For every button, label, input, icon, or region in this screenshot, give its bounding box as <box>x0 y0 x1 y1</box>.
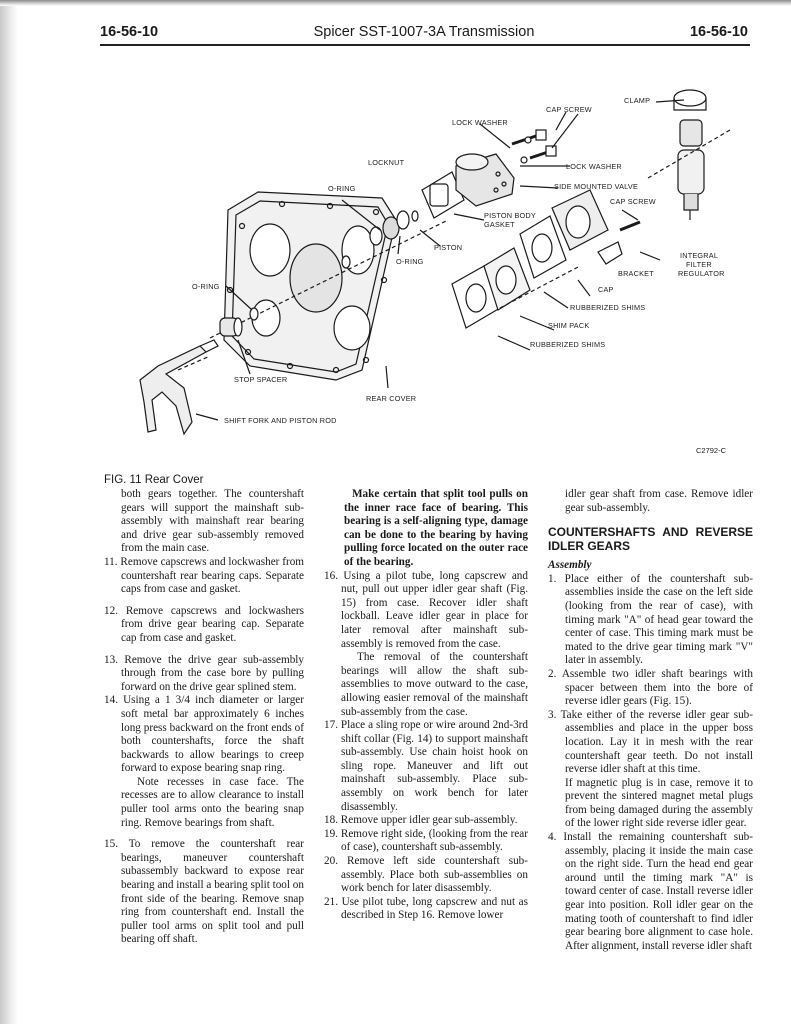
label-o-ring-3: O-RING <box>192 282 220 291</box>
step-16: 16. Using a pilot tube, long capscrew and nut, pull out upper idler gear shaft (Fig. 15) from case. Recover idler shaft lockball. Leave idler gear in place for later removal after mainshaft sub-assembly is removed from the case. <box>324 569 528 650</box>
assembly-step-1: 1. Place either of the countershaft sub-assemblies inside the case on the left side (looking from the rear of case), with timing mark "A" of head gear toward the center of case. This timing mark must be mated to the drive gear timing mark "V" later in assembly. <box>548 572 753 667</box>
label-cap-screw-top: CAP SCREW <box>546 105 592 114</box>
label-cap-screw-right: CAP SCREW <box>610 197 656 206</box>
label-integral: INTEGRAL <box>680 251 719 260</box>
label-stop-spacer: STOP SPACER <box>234 375 288 384</box>
step-14-note: Note recesses in case face. The recesses are to allow clearance to install puller tool arms onto the bearing snap ring. Remove bearings from shaft. <box>121 775 304 829</box>
section-heading: COUNTERSHAFTS AND REVERSE IDLER GEARS <box>548 525 753 554</box>
scan-edge <box>0 0 18 1024</box>
label-clamp: CLAMP <box>624 96 651 105</box>
label-locknut: LOCKNUT <box>368 158 405 167</box>
assembly-step-4: 4. Install the remaining countershaft sub-assembly, placing it inside the main case on the right side. Turn the head end gear around until the timing mark "A" is toward center of case. Install reverse idler gear into position. Roll idler gear on the mating tooth of countershaft to find idler gear bearing bore alignment to case hole. After alignment, install reverse idler shaft <box>548 831 753 952</box>
page-title: Spicer SST-1007-3A Transmission <box>313 24 535 40</box>
step-19: 19. Remove right side, (looking from the rear of case), countershaft sub-assembly. <box>324 827 528 854</box>
assembly-step-3: 3. Take either of the reverse idler gear sub-assemblies and place in the upper boss location. Lay it in mesh with the rear countershaft gear teeth. Do not install reverse idler shaft at this time. <box>548 708 753 776</box>
text-column-3 <box>548 488 753 953</box>
label-rubberized-shims-2: RUBBERIZED SHIMS <box>530 340 606 349</box>
step-21: 21. Use pilot tube, long capscrew and nut as described in Step 16. Remove lower <box>324 895 528 922</box>
label-o-ring-2: O-RING <box>396 257 424 266</box>
label-regulator: REGULATOR <box>678 269 725 278</box>
label-rear-cover: REAR COVER <box>366 394 417 403</box>
assembly-step-2: 2. Assemble two idler shaft bearings with spacer between them into the bore of reverse idler gears (Fig. 15). <box>548 667 753 708</box>
step-13: 13. Remove the drive gear sub-assembly through from the case bore by pulling forward on the drive gear splined stem. <box>104 653 304 693</box>
paragraph: idler gear shaft from case. Remove idler gear sub-assembly. <box>565 488 753 514</box>
label-piston-body: PISTON BODY <box>484 211 536 220</box>
step-20: 20. Remove left side countershaft sub-assembly. Place both sub-assemblies on work bench for later disassembly. <box>324 855 528 895</box>
label-piston: PISTON <box>434 243 463 252</box>
step-17: 17. Place a sling rope or wire around 2nd-3rd shift collar (Fig. 14) to support mainshaft sub-assembly. Use chain hoist hook on sling rope. Maneuver and lift out mainshaft sub-assembly. Place sub-assembly on work bench for later disassembly. <box>324 719 528 813</box>
label-shift-fork: SHIFT FORK AND PISTON ROD <box>224 416 337 425</box>
label-cap: CAP <box>598 285 614 294</box>
caution-note: Make certain that split tool pulls on the inner race face of bearing. This bearing is a self-aligning type, damage can be done to the bearing by having pulling force located on the outer race of the bearing. <box>344 488 528 568</box>
figure-code: C2792-C <box>696 446 727 455</box>
page-header <box>100 24 748 52</box>
text-column-2 <box>324 488 528 923</box>
rear-cover-diagram <box>100 70 750 460</box>
label-lock-washer-right: LOCK WASHER <box>566 162 622 171</box>
page-number-right: 16-56-10 <box>689 24 748 40</box>
step-18: 18. Remove upper idler gear sub-assembly. <box>324 814 518 827</box>
step-11: 11. Remove capscrews and lockwasher from countershaft rear bearing caps. Separate caps from case and gasket. <box>104 555 304 596</box>
label-o-ring-1: O-RING <box>328 184 356 193</box>
figure-caption: FIG. 11 Rear Cover <box>104 474 204 486</box>
label-filter: FILTER <box>686 260 712 269</box>
text-column-1 <box>104 488 304 947</box>
paragraph: both gears together. The countershaft gears will support the mainshaft sub-assembly with mainshaft rear bearing and drive gear sub-assembly removed from the main case. <box>121 488 304 555</box>
step-16-note: The removal of the countershaft bearings will allow the shaft sub-assemblies to move outward to the case, allowing easier removal of the mainshaft sub-assembly from the case. <box>341 651 528 718</box>
subheading: Assembly <box>548 559 592 572</box>
label-lock-washer-top: LOCK WASHER <box>452 118 508 127</box>
label-bracket: BRACKET <box>618 269 654 278</box>
step-15: 15. To remove the countershaft rear bearings, maneuver countershaft subassembly backward to expose rear bearing and install a bearing split tool on front side of the bearing. Remove snap ring from countershaft end. Install the puller tool arms on split tool and pull bearing off shaft. <box>104 838 304 946</box>
scan-top-edge <box>0 0 791 6</box>
step-14: 14. Using a 1 3/4 inch diameter or larger soft metal bar approximately 6 inches long press backward on the front ends of both countershafts, force the shaft backwards to allow bearings to creep forward to expose bearing snap ring. <box>104 694 304 775</box>
label-side-mounted-valve: SIDE MOUNTED VALVE <box>554 182 639 191</box>
header-rule <box>100 44 750 46</box>
step-12: 12. Remove capscrews and lockwashers from drive gear bearing cap. Separate cap from case and gasket. <box>104 604 304 644</box>
page-number-left: 16-56-10 <box>100 24 159 40</box>
exploded-view-drawing <box>100 70 750 460</box>
assembly-step-3-cont: If magnetic plug is in case, remove it to prevent the sintered magnet metal plugs from being damaged during the assembly of the lower right side reverse idler gear. <box>565 776 753 830</box>
label-gasket: GASKET <box>484 220 515 229</box>
label-rubberized-shims-1: RUBBERIZED SHIMS <box>570 303 646 312</box>
label-shim-pack: SHIM PACK <box>548 321 590 330</box>
shift-fork-shape <box>140 346 206 434</box>
